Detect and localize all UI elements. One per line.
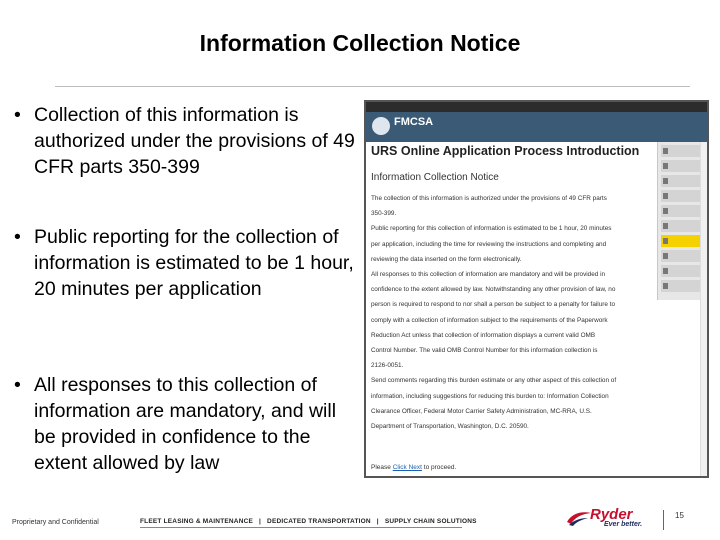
side-nav-item[interactable]: [661, 220, 703, 232]
notice-line: All responses to this collection of information are mandatory and will be provided in: [371, 271, 606, 279]
page-number: 15: [675, 511, 684, 520]
scrollbar[interactable]: [700, 142, 707, 478]
slide-title: Information Collection Notice: [199, 30, 521, 56]
bullet-marker: •: [14, 226, 21, 248]
embedded-screenshot: [364, 100, 709, 478]
bullet-text: All responses to this collection of information are mandatory, and will be provided in confidence to the extent allowed by law: [34, 374, 337, 474]
notice-body: [371, 191, 653, 434]
bullet-item: [14, 372, 359, 476]
bullet-marker: •: [14, 374, 21, 396]
notice-line: Clearance Officer, Federal Motor Carrier Safety Administration, MC-RRA, U.S.: [371, 407, 592, 415]
ryder-wordmark: Ryder: [590, 506, 633, 523]
notice-line: 350-399.: [371, 210, 397, 218]
notice-line: person is required to respond to nor shall a person be subject to a penalty for failure to: [371, 301, 616, 309]
footer-confidential: Proprietary and Confidential: [12, 519, 99, 526]
side-nav-item[interactable]: [661, 265, 703, 277]
proceed-instruction: [371, 464, 456, 471]
notice-line: comply with a collection of information subject to the requirements of the Paperwork: [371, 316, 608, 324]
browser-titlebar: [366, 102, 707, 112]
bullet-text: Public reporting for the collection of information is estimated to be 1 hour, 20 minutes per application: [34, 226, 354, 300]
service-separator: |: [259, 518, 262, 525]
notice-line: Reduction Act unless that collection of information displays a current valid OMB: [371, 331, 596, 339]
service-dedicated: DEDICATED TRANSPORTATION: [267, 518, 371, 525]
notice-line: confidence to the extent allowed by law. Notwithstanding any other provision of law, no: [371, 286, 616, 294]
service-supply-chain: SUPPLY CHAIN SOLUTIONS: [384, 518, 477, 525]
side-nav-item[interactable]: [661, 160, 703, 172]
title-divider: [55, 86, 690, 87]
fmcsa-seal-icon: [372, 117, 390, 135]
notice-line: The collection of this information is authorized under the provisions of 49 CFR parts: [371, 195, 607, 202]
proceed-suffix: to proceed.: [423, 464, 457, 471]
notice-title: Information Collection Notice: [371, 172, 499, 183]
side-nav-item[interactable]: [661, 190, 703, 202]
footer-rule: [140, 527, 462, 528]
notice-line: Send comments regarding this burden estimate or any other aspect of this collection of: [371, 377, 617, 385]
footer-services: [140, 518, 477, 525]
notice-line: per application, including the time for reviewing the instructions and completing and: [371, 240, 607, 248]
bullet-marker: •: [14, 104, 21, 126]
click-next-link[interactable]: Click Next: [392, 464, 422, 471]
notice-line: information, including suggestions for reducing this burden to: Information Collection: [371, 392, 609, 400]
side-nav-item[interactable]: [661, 205, 703, 217]
proceed-prefix: Please: [371, 464, 391, 471]
bullet-item: [14, 224, 359, 302]
side-navigation: [657, 142, 706, 300]
side-nav-item-active[interactable]: [661, 235, 703, 247]
notice-line: 2126-0051.: [371, 362, 404, 370]
bullet-text: Collection of this information is authorized under the provisions of 49 CFR parts 350-399: [34, 104, 355, 178]
fmcsa-brand: FMCSA: [394, 116, 434, 128]
notice-line: Public reporting for this collection of information is estimated to be 1 hour, 20 minutes: [371, 225, 612, 233]
side-nav-item[interactable]: [661, 145, 703, 157]
ryder-swoosh-icon: [566, 510, 592, 526]
page-number-divider: [663, 510, 664, 530]
service-separator: |: [376, 518, 379, 525]
bullet-item: [14, 102, 359, 180]
fmcsa-header: [366, 112, 707, 142]
ryder-tagline: Ever better.: [604, 521, 643, 528]
ryder-logo: [566, 506, 656, 530]
notice-line: reviewing the data inserted on the form electronically.: [371, 255, 522, 263]
side-nav-item[interactable]: [661, 280, 703, 292]
side-nav-item[interactable]: [661, 175, 703, 187]
screenshot-heading: URS Online Application Process Introduction: [371, 144, 640, 158]
notice-line: Control Number. The valid OMB Control Number for this information collection is: [371, 347, 598, 355]
service-fleet: FLEET LEASING & MAINTENANCE: [140, 518, 254, 525]
notice-line: Department of Transportation, Washington, D.C. 20590.: [371, 423, 529, 431]
side-nav-item[interactable]: [661, 250, 703, 262]
